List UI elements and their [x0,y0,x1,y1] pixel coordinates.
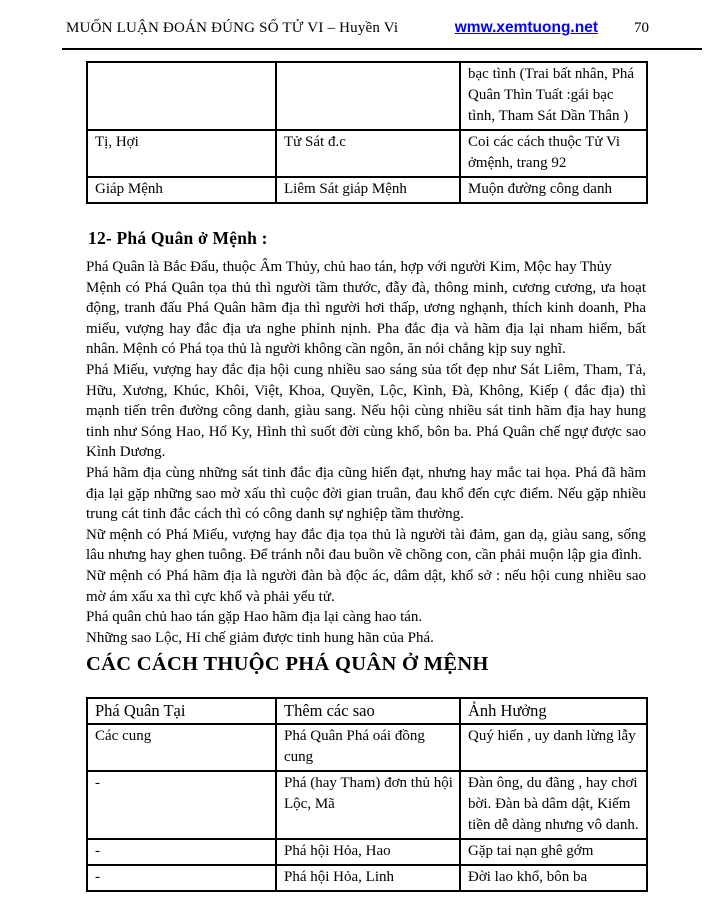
pha-quan-cases-table [86,697,648,892]
column-header: Thêm các sao [276,698,460,724]
section-heading: 12- Phá Quân ở Mệnh : [88,228,268,248]
table-row [87,724,647,771]
table-cell: Phá Quân Phá oái đồng cung [276,724,460,771]
paragraph: Mệnh có Phá Quân tọa thủ thì người tầm thước, đẫy đà, thông minh, cương cương, ưa hoạt động, tranh đấu Phá Quân hãm địa thì người hơi thấp, ương nghạnh, thích kinh doanh, Pha miếu, vượng hay đắc địa ưa nghe phỉnh nịnh. Pha đắc địa và hãm địa lại nham hiểm, bất nhân. Mệnh có Phá tọa thủ là người không cần ngôn, ăn nói chẳng kịp suy nghĩ. [86,279,646,358]
continuation-table [86,61,648,204]
table-row [87,177,647,203]
table-cell: Đời lao khổ, bôn ba [460,865,647,891]
table-cell: Coi các cách thuộc Tử Vi ởmệnh, trang 92 [460,130,647,177]
table-cell: - [87,839,276,865]
table-cell: Muộn đường công danh [460,177,647,203]
column-header: Phá Quân Tại [87,698,276,724]
table-row [87,771,647,839]
paragraph: Những sao Lộc, Hỉ chế giảm được tinh hung hãn của Phá. [86,629,434,646]
header-rule [62,48,702,50]
table-cell: - [87,771,276,839]
table-row [87,865,647,891]
table-cell: bạc tình (Trai bất nhân, Phá Quân Thìn Tuất :gái bạc tình, Tham Sát Dần Thân ) [460,62,647,130]
table-cell: Gặp tai nạn ghê gớm [460,839,647,865]
table-cell [87,62,276,130]
body-text [86,257,646,648]
paragraph: Phá Miếu, vượng hay đắc địa hội cung nhiều sao sáng sủa tốt đẹp như Sát Liêm, Tham, Tả, Hữu, Xương, Khúc, Khôi, Việt, Khoa, Quyền, Lộc, Kình, Đà, Không, Kiếp ( đắc địa) thì mạnh tiến trên đường công danh, giàu sang. Nếu hội cùng nhiều sát tinh hãm địa hay hung tinh như Sóng Hao, Hổ Ky, Hình thì suốt đời cùng khổ, bôn ba. Phá Quân chế ngự được sao Kình Dương. [86,361,646,461]
paragraph: Phá quân chủ hao tán gặp Hao hãm địa lại càng hao tán. [86,609,423,626]
paragraph: Phá Quân là Bắc Đẩu, thuộc Âm Thủy, chủ hao tán, hợp với người Kim, Mộc hay Thủy [86,259,612,275]
table-row [87,62,647,130]
column-header: Ảnh Hưởng [460,698,647,724]
paragraph: Phá hãm địa cùng những sát tinh đắc địa cũng hiển đạt, nhưng hay mắc tai họa. Phá đã hãm địa lại gặp những sao mờ xấu thì cuộc đời gian truân, đau khổ đến cực điểm. Nếu gặp nhiều trung cát tinh đắc cách thì có công danh sự nghiệp tầm thường. [86,464,646,523]
book-title: MUỐN LUẬN ĐOÁN ĐÚNG SỐ TỬ VI – Huyền Vi [66,20,399,36]
page-header [0,0,705,37]
table-cell [276,62,460,130]
table-header-row [87,698,647,724]
paragraph: Nữ mệnh có Phá hãm địa là người đàn bà độc ác, dâm dật, khổ sở : nếu hội cung nhiều sao mờ ám xấu xa thì cực khổ và phải yểu tử. [86,567,646,605]
table-cell: Quý hiển , uy danh lừng lẫy [460,724,647,771]
website-link[interactable]: wmw.xemtuong.net [454,19,598,36]
table-row [87,130,647,177]
table-cell: Tị, Hợi [87,130,276,177]
table-cell: Đàn ông, du đãng , hay chơi bời. Đàn bà dâm dật, Kiếm tiền dễ dàng nhưng vô danh. [460,771,647,839]
table-row [87,839,647,865]
page-number: 70 [634,20,649,36]
table-cell: Các cung [87,724,276,771]
table-cell: Giáp Mệnh [87,177,276,203]
table-cell: Liêm Sát giáp Mệnh [276,177,460,203]
table-cell: Phá hội Hỏa, Hao [276,839,460,865]
chapter-heading: CÁC CÁCH THUỘC PHÁ QUÂN Ở MỆNH [86,653,489,676]
paragraph: Nữ mệnh có Phá Miếu, vượng hay đắc địa tọa thủ là người tài đảm, gan dạ, giàu sang, sống lâu nhưng hay ghen tuông. Để tránh nỗi đau buồn về chồng con, cần phải muộn lập gia đình. [86,526,646,564]
table-cell: Phá hội Hỏa, Linh [276,865,460,891]
table-cell: - [87,865,276,891]
table-cell: Phá (hay Tham) đơn thủ hội Lộc, Mã [276,771,460,839]
table-cell: Tử Sát đ.c [276,130,460,177]
